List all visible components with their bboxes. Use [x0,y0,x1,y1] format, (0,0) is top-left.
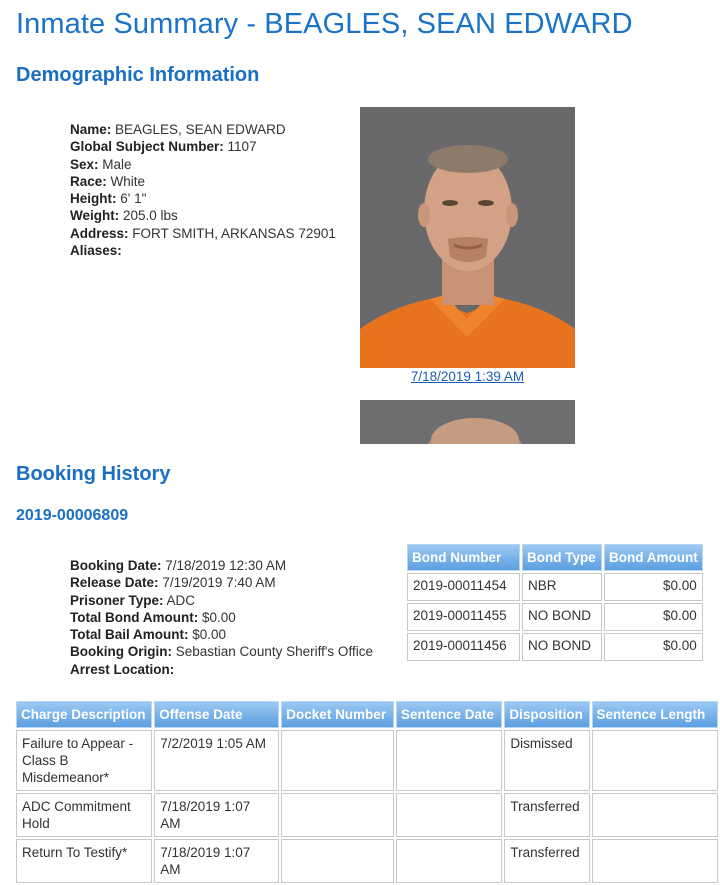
field-release-date: Release Date: 7/19/2019 7:40 AM [70,575,276,591]
field-aliases: Aliases: [70,243,122,259]
field-prisoner-type: Prisoner Type: ADC [70,592,196,608]
charges-table [14,699,720,885]
bond-amount-cell: $0.00 [604,633,703,661]
charge-description-cell: Failure to Appear - Class B Misdemeanor* [16,730,152,791]
charge-header-description[interactable]: Charge Description [16,701,152,728]
booking-number: 2019-00006809 [16,507,129,524]
field-name: Name: BEAGLES, SEAN EDWARD [70,122,286,137]
field-total-bond-amount: Total Bond Amount: $0.00 [70,609,236,625]
charge-description-cell: ADC Commitment Hold [16,793,152,837]
demographic-fields [70,121,336,259]
bond-header-type[interactable]: Bond Type [522,544,602,571]
bond-number-cell: 2019-00011455 [407,603,520,631]
disposition-cell: Transferred [504,793,589,837]
sentence-length-cell [592,793,718,837]
sentence-length-cell [592,839,718,883]
field-height: Height: 6' 1" [70,191,147,207]
table-row [407,633,703,661]
mugshot-image-2 [360,400,575,444]
charge-header-sentence-length[interactable]: Sentence Length [592,701,718,728]
sentence-date-cell [396,793,502,837]
offense-date-cell: 7/18/2019 1:07 AM [154,839,279,883]
field-booking-origin: Booking Origin: Sebastian County Sheriff's Office [70,644,373,660]
docket-number-cell [281,730,394,791]
bond-amount-cell: $0.00 [604,573,703,601]
bond-header-row [407,544,703,571]
booking-history-heading: Booking History [16,463,171,485]
sentence-date-cell [396,730,502,791]
disposition-cell: Transferred [504,839,589,883]
charge-header-disposition[interactable]: Disposition [504,701,589,728]
mugshot-date-link[interactable]: 7/18/2019 1:39 AM [410,369,525,384]
charge-header-sentence-date[interactable]: Sentence Date [396,701,502,728]
field-arrest-location: Arrest Location: [70,661,175,677]
mugshot-photo-2[interactable] [360,400,575,444]
field-global-subject-number: Global Subject Number: 1107 [70,139,257,155]
bond-amount-cell: $0.00 [604,603,703,631]
bond-type-cell: NO BOND [522,633,602,661]
booking-fields [70,557,373,678]
bond-number-cell: 2019-00011456 [407,633,520,661]
charge-header-offense-date[interactable]: Offense Date [154,701,279,728]
offense-date-cell: 7/18/2019 1:07 AM [154,793,279,837]
table-row [16,839,718,883]
demographic-heading: Demographic Information [16,64,260,86]
field-race: Race: White [70,173,146,189]
charge-header-docket-number[interactable]: Docket Number [281,701,394,728]
table-row [407,573,703,601]
field-sex: Sex: Male [70,156,132,172]
offense-date-cell: 7/2/2019 1:05 AM [154,730,279,791]
table-row [407,603,703,631]
bond-header-amount[interactable]: Bond Amount [604,544,703,571]
docket-number-cell [281,793,394,837]
charges-header-row [16,701,718,728]
table-row [16,730,718,791]
bond-number-cell: 2019-00011454 [407,573,520,601]
bond-table [405,542,705,663]
docket-number-cell [281,839,394,883]
disposition-cell: Dismissed [504,730,589,791]
sentence-date-cell [396,839,502,883]
charge-description-cell: Return To Testify* [16,839,152,883]
page-title: Inmate Summary - BEAGLES, SEAN EDWARD [16,8,633,40]
field-booking-date: Booking Date: 7/18/2019 12:30 AM [70,558,287,573]
mugshot-image [360,107,575,368]
bond-type-cell: NO BOND [522,603,602,631]
bond-type-cell: NBR [522,573,602,601]
mugshot-photo[interactable] [360,107,575,368]
table-row [16,793,718,837]
field-address: Address: FORT SMITH, ARKANSAS 72901 [70,225,336,241]
field-total-bail-amount: Total Bail Amount: $0.00 [70,627,227,643]
sentence-length-cell [592,730,718,791]
field-weight: Weight: 205.0 lbs [70,208,178,224]
bond-header-number[interactable]: Bond Number [407,544,520,571]
